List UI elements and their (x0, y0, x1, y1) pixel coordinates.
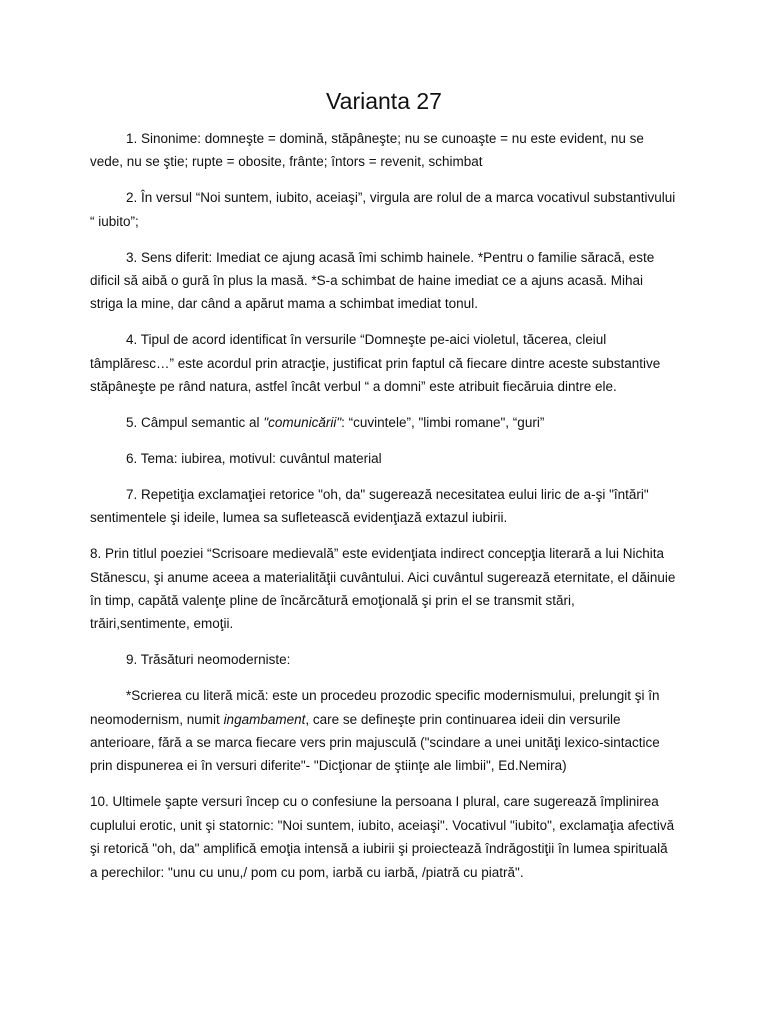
paragraph-9: 9. Trăsături neomoderniste: (126, 652, 291, 668)
paragraph-10-italic: ingambament (223, 711, 306, 727)
paragraph-2: 2. În versul “Noi suntem, iubito, aceiaşi”, virgula are rolul de a marca vocativul substantivului “ iubito”; (90, 190, 676, 229)
paragraph-5-suffix: : “cuvintele”, "limbi romane", “guri” (341, 415, 545, 431)
paragraph-5-italic: "comunicării" (263, 415, 342, 431)
paragraph-10-prefix: *Scrierea cu literă mică: este un procedeu prozodic specific modernismului, prelungit şi în neomodernism, numit (90, 688, 660, 727)
paragraph-7: 7. Repetiţia exclamaţiei retorice "oh, da" sugerează necesitatea eului liric de a-şi "întări" sentimentele şi ideile, lumea sa sufletească evidenţiază extazul iubirii. (90, 486, 649, 526)
paragraph-5 (90, 411, 678, 434)
paragraph-3: 3. Sens diferit: Imediat ce ajung acasă îmi schimb hainele. *Pentru o familie săracă, este dificil să aibă o gură în plus la masă. *S-a schimbat de haine imediat ce a ajuns acasă. Mihai striga la mine, dar când a apărut mama a schimbat imediat tonul. (90, 249, 655, 312)
paragraph-11: 10. Ultimele şapte versuri încep cu o confesiune la persoana I plural, care sugerează împlinirea cuplului erotic, unit şi statornic: "Noi suntem, iubito, aceiaşi". Vocativul "iubito", exclamaţia afectivă şi retorică "oh, da" amplifică emoţia intensă a iubirii şi proiectează îndrăgostiţii în lumea spirituală a perechilor: "unu cu unu,/ pom cu pom, iarbă cu iarbă, /piatră cu piatră". (90, 794, 675, 880)
paragraph-1: 1. Sinonime: domneşte = domină, stăpâneşte; nu se cunoaşte = nu este evident, nu se vede, nu se ştie; rupte = obosite, frânte; întors = revenit, schimbat (90, 131, 644, 170)
paragraph-4: 4. Tipul de acord identificat în versurile “Domneşte pe-aici violetul, tăcerea, cleiul tâmplăresc…” este acordul prin atracţie, justificat prin faptul că fiecare dintre aceste substantive stăpâneşte pe rând natura, astfel încât verbul “ a domni” este atribuit fiecăruia dintre ele. (90, 332, 661, 395)
paragraph-8: 8. Prin titlul poeziei “Scrisoare medievală” este evidenţiata indirect concepţia literară a lui Nichita Stănescu, şi anume aceea a materialităţii cuvântului. Aici cuvântul sugerează eternitate, el dăinuie în timp, capătă valenţe pline de încărcătură emoţională şi prin el se transmit stări, trăiri,sentimente, emoţii. (90, 546, 676, 632)
page-title: Varianta 27 (326, 88, 442, 114)
paragraph-10 (90, 684, 678, 778)
paragraph-6: 6. Tema: iubirea, motivul: cuvântul material (126, 450, 382, 466)
paragraph-10-suffix: , care se defineşte prin continuarea ideii din versurile anterioare, fără a se marca fiecare vers prin majusculă ("scindare a unei unităţi lexico-sintactice prin dispunerea ei în versuri diferite"- "Dicţionar de ştiinţe ale limbii", Ed.Nemira) (90, 711, 660, 774)
paragraph-5-prefix: 5. Câmpul semantic al (126, 415, 264, 431)
